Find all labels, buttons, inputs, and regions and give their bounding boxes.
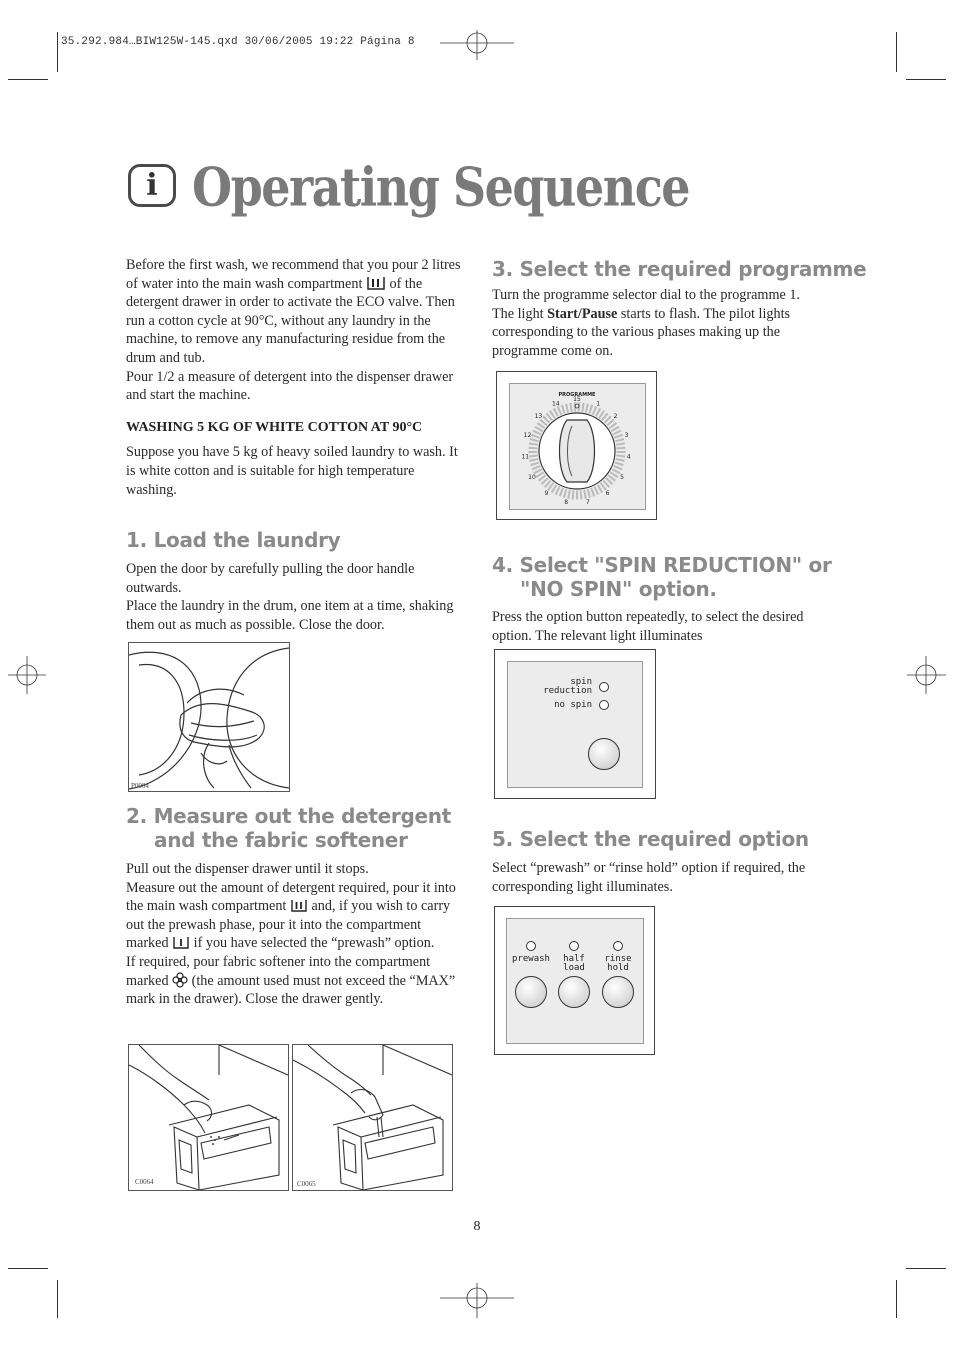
step2-text: Pull out the dispenser drawer until it stops. Measure out the amount of detergent required, pour it into the main wash compartment and, if you wish to carry out the prewash phase, pour it into the compartment marked if you have selected the “prewash” option. If required, pour fabric softener into the compartment marked (the amount used must not exceed the “MAX” mark in the drawer). Close the drawer gently.: [126, 861, 456, 1008]
spin-option-button[interactable]: [588, 738, 620, 770]
dial-number: 11: [521, 453, 530, 461]
step3-heading: 3. Select the required programme: [492, 257, 867, 281]
main-wash-compartment-icon: [366, 276, 386, 291]
step4-text: Press the option button repeatedly, to select the desired option. The relevant light illuminates: [492, 609, 804, 644]
spin-options-panel: [494, 649, 656, 799]
figure-code: P0004: [131, 782, 149, 790]
dial-number: 14: [551, 400, 560, 408]
rinse-hold-button[interactable]: [602, 976, 634, 1008]
info-icon: i: [128, 164, 176, 207]
main-wash-compartment-icon: [290, 899, 308, 913]
prewash-button[interactable]: [515, 976, 547, 1008]
wash-example-subhead: WASHING 5 KG OF WHITE COTTON AT 90°C: [126, 419, 423, 435]
dial-number: 6: [605, 490, 610, 498]
prewash-light: [526, 941, 536, 951]
figure-code: C0065: [297, 1180, 316, 1188]
no-spin-label: no spin: [554, 700, 592, 710]
prewash-compartment-icon: [172, 936, 190, 950]
step4-heading: 4. Select "SPIN REDUCTION" or "NO SPIN" option.: [492, 553, 832, 601]
dial-number: 12: [523, 431, 532, 439]
step3-text: Turn the programme selector dial to the programme 1. The light Start/Pause starts to flash. The pilot lights corresponding to the various phases making up the programme come on.: [492, 287, 800, 359]
spin-reduction-label: spin reduction: [543, 677, 592, 696]
dial-number: 8: [564, 498, 569, 506]
wash-options-panel: [494, 906, 655, 1055]
step1-text: Open the door by carefully pulling the door handle outwards. Place the laundry in the drum, one item at a time, shaking them out as much as possible. Close the door.: [126, 561, 454, 633]
page-title: Operating Sequence: [192, 156, 689, 219]
rinse-hold-label: rinse hold: [604, 954, 632, 973]
dial-number: 10: [528, 474, 536, 481]
dial-number: 4: [626, 453, 631, 461]
dial-number: 13: [534, 413, 543, 421]
prewash-label: prewash: [512, 954, 550, 964]
dial-number: 1: [596, 400, 601, 408]
step2-heading: 2. Measure out the detergent and the fabric softener: [126, 804, 451, 852]
page-number: 8: [473, 1219, 481, 1234]
spin-reduction-light: [599, 682, 609, 692]
step5-heading: 5. Select the required option: [492, 827, 809, 851]
half-load-button[interactable]: [558, 976, 590, 1008]
programme-dial-panel: [496, 371, 657, 520]
dial-number: 15: [573, 396, 581, 403]
programme-label: PROGRAMME: [558, 392, 596, 398]
half-load-light: [569, 941, 579, 951]
intro-text: Before the first wash, we recommend that you pour 2 litres of water into the main wash compartment of the detergent drawer in order to activate the ECO valve. Then run a cotton cycle at 90°C, without any laundry in the machine, to remove any manufacturing residue from the drum and tub. Pour 1/2 a measure of detergent into the dispenser drawer and start the machine. WASHING 5 KG OF WHITE COTTON AT 90°C Suppose you have 5 kg of heavy soiled laundry to wash. It is white cotton and is suitable for high temperature washing.: [126, 257, 461, 498]
step1-heading: 1. Load the laundry: [126, 528, 341, 552]
step5-text: Select “prewash” or “rinse hold” option if required, the corresponding light illuminates.: [492, 860, 806, 895]
dial-number: 2: [613, 413, 618, 421]
file-slug: 35.292.984…BIW125W-145.qxd 30/06/2005 19:22 Página 8: [61, 36, 415, 48]
dial-number: 5: [620, 474, 624, 481]
programme-dial-drawing: [510, 384, 645, 509]
load-laundry-illustration: [128, 642, 290, 792]
figure-code: C0064: [135, 1178, 154, 1186]
dial-number: 7: [585, 498, 590, 506]
half-load-label: half load: [563, 954, 585, 973]
rinse-hold-light: [613, 941, 623, 951]
no-spin-light: [599, 700, 609, 710]
dial-number: 3: [624, 431, 629, 439]
fabric-softener-flower-icon: [172, 972, 188, 988]
dial-number: 9: [544, 490, 549, 498]
detergent-drawer-illustration-right: [292, 1044, 453, 1191]
start-pause-label: Start/Pause: [547, 305, 618, 322]
detergent-drawer-illustration-left: [128, 1044, 289, 1191]
